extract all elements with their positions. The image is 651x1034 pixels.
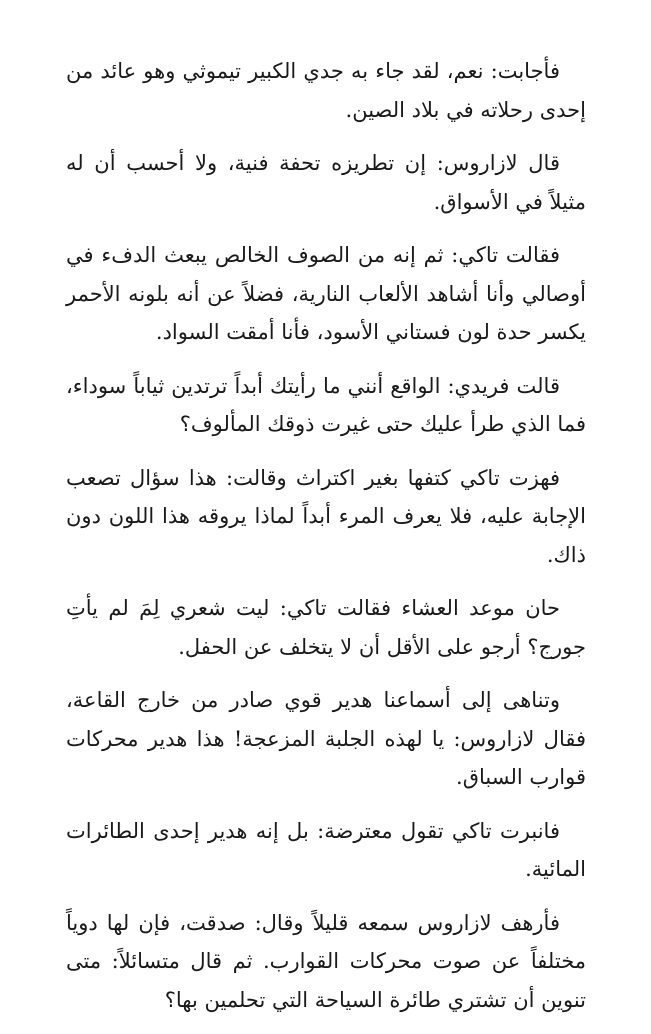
paragraph: فقالت تاكي: ثم إنه من الصوف الخالص يبعث الدفء في أوصالي وأنا أشاهد الألعاب النارية، فضلاً عن أنه بلونه الأحمر يكسر حدة لون فستاني الأسود، فأنا أمقت السواد. bbox=[66, 243, 586, 344]
paragraph: فهزت تاكي كتفها بغير اكتراث وقالت: هذا سؤال تصعب الإجابة عليه، فلا يعرف المرء أبداً لماذا يروقه هذا اللون دون ذاك. bbox=[66, 465, 586, 567]
paragraph: فأرهف لازاروس سمعه قليلاً وقال: صدقت، فإن لها دوياً مختلفاً عن صوت محركات القوارب. ثم قال متسائلاً: متى تنوين أن تشتري طائرة السياحة التي تحلمين بها؟ bbox=[66, 910, 586, 1012]
book-page bbox=[66, 52, 586, 1034]
paragraph: قالت فريدي: الواقع أنني ما رأيتك أبداً ترتدين ثياباً سوداء، فما الذي طرأ عليك حتى غيرت ذوقك المألوف؟ bbox=[66, 373, 586, 436]
paragraph: وتناهى إلى أسماعنا هدير قوي صادر من خارج القاعة، فقال لازاروس: يا لهذه الجلبة المزعجة! هذا هدير محركات قوارب السباق. bbox=[66, 688, 586, 789]
paragraph: فأجابت: نعم، لقد جاء به جدي الكبير تيموثي وهو عائد من إحدى رحلاته في بلاد الصين. bbox=[66, 59, 586, 122]
paragraph: فانبرت تاكي تقول معترضة: بل إنه هدير إحدى الطائرات المائية. bbox=[66, 818, 586, 881]
paragraph: حان موعد العشاء فقالت تاكي: ليت شعري لِمَ لم يأتِ جورج؟ أرجو على الأقل أن لا يتخلف عن الحفل. bbox=[66, 596, 586, 659]
paragraph: قال لازاروس: إن تطريزه تحفة فنية، ولا أحسب أن له مثيلاً في الأسواق. bbox=[66, 151, 586, 214]
